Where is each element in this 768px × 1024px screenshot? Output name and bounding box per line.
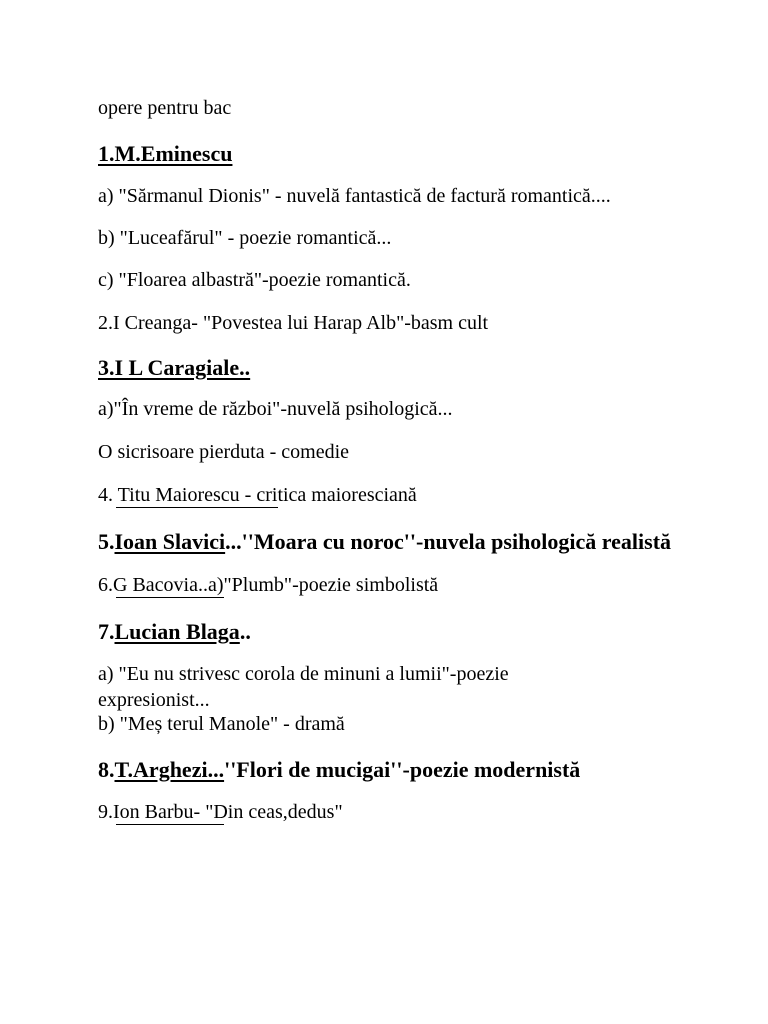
slavici-rest: ...''Moara cu noroc''-nuvela psihologică realistă — [225, 529, 672, 554]
blaga-item-a-line2: expresionist... — [98, 689, 210, 711]
eminescu-item-b: b) "Luceafărul" - poezie romantică... — [98, 227, 392, 249]
blaga-item-a-line1: a) "Eu nu strivesc corola de minuni a lumii"-poezie — [98, 663, 509, 685]
maiorescu-underline — [116, 507, 278, 508]
slavici-entry — [98, 529, 671, 555]
barbu-author: Ion Barbu- — [113, 801, 206, 823]
bacovia-author: G Bacovia.. — [113, 574, 208, 596]
creanga-entry: 2.I Creanga- "Povestea lui Harap Alb"-basm cult — [98, 312, 489, 334]
bacovia-underline — [116, 597, 224, 598]
heading-eminescu: 1.M.Eminescu — [98, 141, 233, 166]
barbu-underline — [116, 824, 224, 825]
bacovia-number: 6. — [98, 574, 113, 596]
blaga-heading — [98, 619, 251, 645]
blaga-author: Lucian Blaga — [114, 619, 240, 644]
blaga-rest: .. — [239, 619, 251, 644]
slavici-number: 5. — [98, 529, 115, 554]
caragiale-item-b: O sicrisoare pierduta - comedie — [98, 441, 350, 463]
maiorescu-author: Titu Maiorescu - — [113, 484, 257, 506]
bacovia-entry — [98, 573, 438, 597]
intro-text: opere pentru bac — [98, 97, 232, 119]
maiorescu-entry — [98, 483, 417, 507]
barbu-rest: "Din ceas,dedus" — [205, 801, 343, 823]
bacovia-rest: a)"Plumb"-poezie simbolistă — [207, 574, 439, 596]
maiorescu-rest: critica maioresciană — [256, 484, 417, 506]
arghezi-author: T.Arghezi... — [114, 757, 225, 782]
barbu-entry — [98, 800, 343, 824]
barbu-number: 9. — [98, 801, 113, 823]
slavici-author: Ioan Slavici — [114, 529, 226, 554]
heading-caragiale: 3.I L Caragiale.. — [98, 355, 251, 380]
eminescu-item-c: c) "Floarea albastră"-poezie romantică. — [98, 269, 411, 291]
arghezi-entry — [98, 757, 580, 783]
caragiale-item-a: a)"În vreme de război"-nuvelă psihologică... — [98, 398, 453, 420]
blaga-item-b: b) "Meș terul Manole" - dramă — [98, 713, 345, 735]
arghezi-rest: ''Flori de mucigai''-poezie modernistă — [224, 757, 581, 782]
arghezi-number: 8. — [98, 757, 115, 782]
blaga-number: 7. — [98, 619, 115, 644]
maiorescu-number: 4. — [98, 484, 113, 506]
eminescu-item-a: a) "Sărmanul Dionis" - nuvelă fantastică de factură romantică.... — [98, 185, 611, 207]
